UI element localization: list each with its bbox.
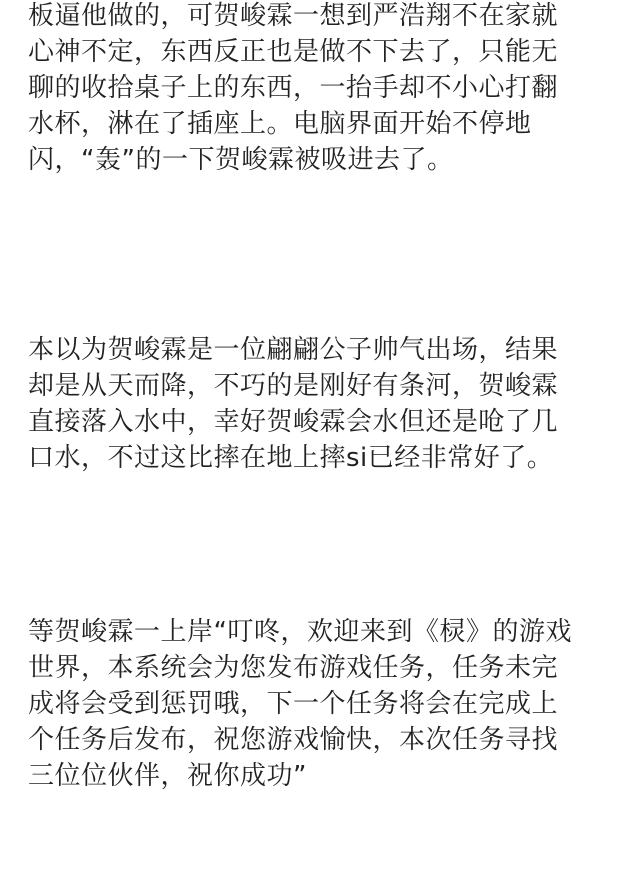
text-line: 本以为贺峻霖是一位翩翩公子帅气出场，结果	[28, 335, 559, 365]
paragraph-1	[28, 0, 628, 178]
text-line: 世界，本系统会为您发布游戏任务，任务未完	[28, 653, 559, 683]
text-line: 等贺峻霖一上岸“叮咚，欢迎来到《棂》的游戏	[28, 617, 572, 647]
text-line: 板逼他做的，可贺峻霖一想到严浩翔不在家就	[28, 1, 559, 31]
text-line: 水杯，淋在了插座上。电脑界面开始不停地	[28, 109, 532, 139]
text-line: 却是从天而降，不巧的是刚好有条河，贺峻霖	[28, 371, 559, 401]
text-line: 闪，“轰”的一下贺峻霖被吸进去了。	[28, 145, 454, 175]
paragraph-3	[28, 614, 628, 794]
text-line: 三位位伙伴，祝你成功”	[28, 761, 307, 791]
text-line: 口水，不过这比摔在地上摔si已经非常好了。	[28, 443, 554, 473]
text-line: 成将会受到惩罚哦，下一个任务将会在完成上	[28, 689, 559, 719]
text-line: 个任务后发布，祝您游戏愉快，本次任务寻找	[28, 725, 559, 755]
text-line: 聊的收拾桌子上的东西，一抬手却不小心打翻	[28, 73, 559, 103]
text-line: 直接落入水中，幸好贺峻霖会水但还是呛了几	[28, 407, 559, 437]
text-line: 心神不定，东西反正也是做不下去了，只能无	[28, 37, 559, 67]
paragraph-2	[28, 332, 628, 476]
